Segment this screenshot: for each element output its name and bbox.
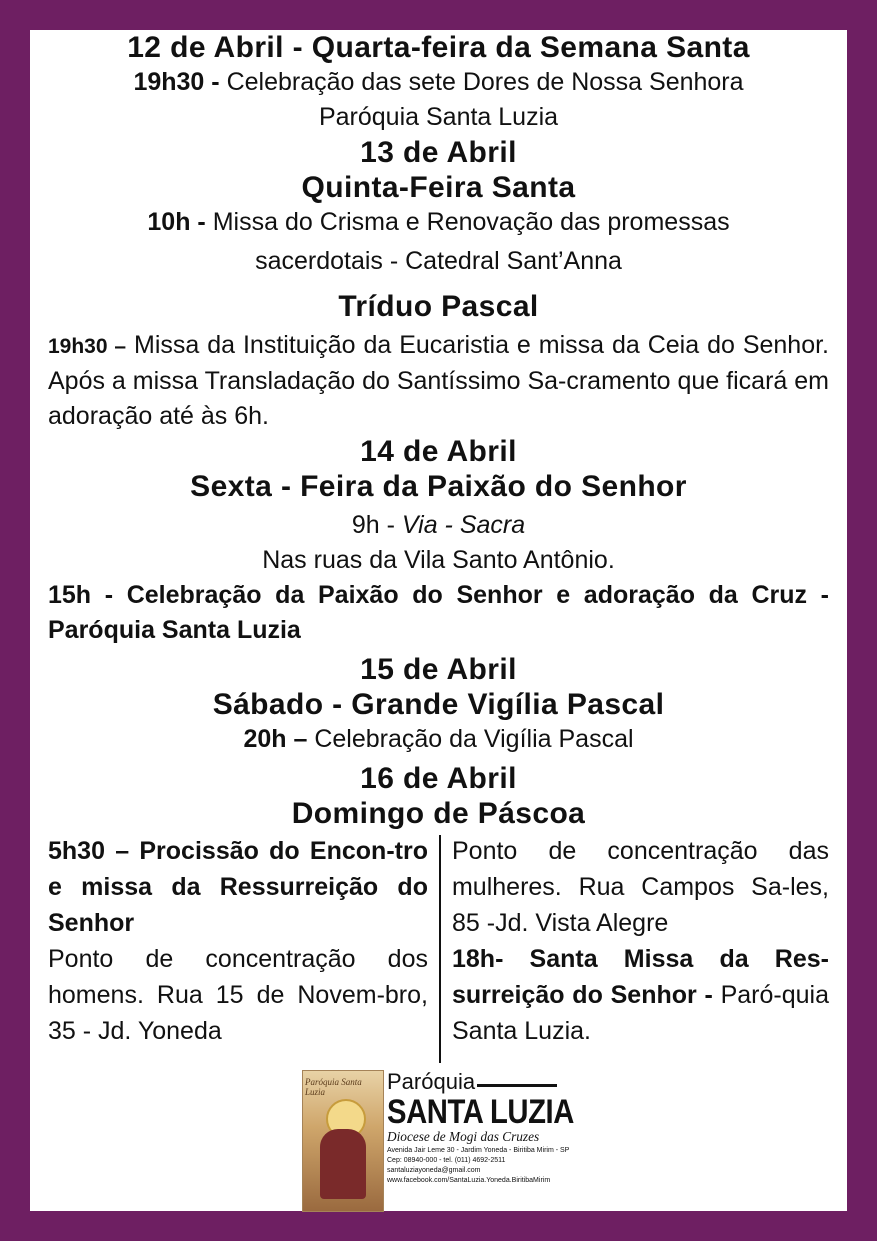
triduo-time: 19h30 – bbox=[48, 335, 127, 358]
friday-event-2: 15h - Celebração da Paixão do Senhor e adoração da Cruz - Paróquia Santa Luzia bbox=[48, 581, 829, 644]
friday-date: 14 de Abril bbox=[360, 435, 517, 468]
wednesday-event bbox=[48, 65, 829, 100]
triduo-event bbox=[48, 328, 829, 434]
wednesday-time: 19h30 - bbox=[133, 68, 220, 96]
friday-title: Sexta - Feira da Paixão do Senhor bbox=[190, 470, 687, 503]
thursday-time: 10h - bbox=[147, 208, 206, 236]
sunday-columns bbox=[48, 833, 829, 1049]
sunday-left-place: Ponto de concentração dos homens. Rua 15 de Novem-bro, 35 - Jd. Yoneda bbox=[48, 945, 428, 1045]
thursday-title: Quinta-Feira Santa bbox=[301, 171, 576, 204]
sunday-date: 16 de Abril bbox=[360, 762, 517, 795]
sunday-right-column bbox=[440, 833, 829, 1049]
wednesday-title: 12 de Abril - Quarta-feira da Semana Santa bbox=[127, 31, 750, 64]
parish-logo bbox=[387, 1069, 574, 1186]
parish-footer bbox=[302, 1069, 574, 1210]
thursday-date: 13 de Abril bbox=[360, 136, 517, 169]
thursday-event-cont: sacerdotais - Catedral Sant’Anna bbox=[255, 247, 622, 275]
sunday-right-tail: Paró-quia Santa Luzia. bbox=[451, 981, 829, 1045]
sunday-left-event: 5h30 – Procissão do Encon-tro e missa da Ressurreição do Senhor bbox=[48, 837, 428, 937]
sunday-right-event bbox=[452, 941, 829, 1049]
friday-text-1: Via - Sacra bbox=[394, 511, 526, 539]
logo-rule bbox=[477, 1084, 557, 1087]
thursday-text: Missa do Crisma e Renovação das promessas bbox=[205, 208, 730, 236]
friday-time-1: 9h - bbox=[351, 511, 395, 539]
saturday-text: Celebração da Vigília Pascal bbox=[307, 725, 634, 753]
saint-image-caption: Paróquia Santa Luzia bbox=[305, 1077, 362, 1097]
sunday-left-column bbox=[48, 833, 440, 1049]
parish-email: santaluziayoneda@gmail.com bbox=[387, 1167, 481, 1174]
flyer-page bbox=[30, 30, 847, 1211]
logo-name: SANTA LUZIA bbox=[387, 1093, 574, 1131]
parish-phone: Cep: 08940-000 - tel. (011) 4692-2511 bbox=[387, 1157, 506, 1164]
parish-web: www.facebook.com/SantaLuzia.Yoneda.BiritibaMirim bbox=[387, 1177, 551, 1184]
friday-event-1 bbox=[48, 508, 829, 543]
thursday-event bbox=[48, 205, 829, 240]
saturday-date: 15 de Abril bbox=[360, 653, 517, 686]
column-divider bbox=[439, 835, 441, 1063]
saturday-time: 20h – bbox=[243, 725, 308, 753]
logo-paroquia: Paróquia bbox=[387, 1069, 476, 1094]
sunday-title: Domingo de Páscoa bbox=[291, 797, 586, 830]
logo-diocese: Diocese de Mogi das Cruzes bbox=[387, 1130, 540, 1145]
triduo-text: Missa da Instituição da Eucaristia e missa da Ceia do Senhor. Após a missa Transladação do Santíssimo Sa-cramento que ficará em adoração até às 6h. bbox=[48, 331, 830, 430]
parish-address: Avenida Jair Leme 30 - Jardim Yoneda - Biritiba Mirim - SP bbox=[387, 1147, 570, 1154]
wednesday-place: Paróquia Santa Luzia bbox=[318, 103, 559, 131]
saint-lucy-image bbox=[302, 1070, 384, 1212]
saturday-event bbox=[48, 722, 829, 757]
sunday-right-bold: 18h- Santa Missa da Res-surreição do Senhor - bbox=[451, 945, 829, 1009]
triduo-title: Tríduo Pascal bbox=[338, 290, 539, 323]
saint-figure bbox=[320, 1129, 366, 1199]
sunday-right-place: Ponto de concentração das mulheres. Rua Campos Sa-les, 85 -Jd. Vista Alegre bbox=[451, 837, 829, 937]
wednesday-text: Celebração das sete Dores de Nossa Senhora bbox=[219, 68, 744, 96]
saturday-title: Sábado - Grande Vigília Pascal bbox=[212, 688, 665, 721]
friday-place-1: Nas ruas da Vila Santo Antônio. bbox=[262, 546, 615, 574]
